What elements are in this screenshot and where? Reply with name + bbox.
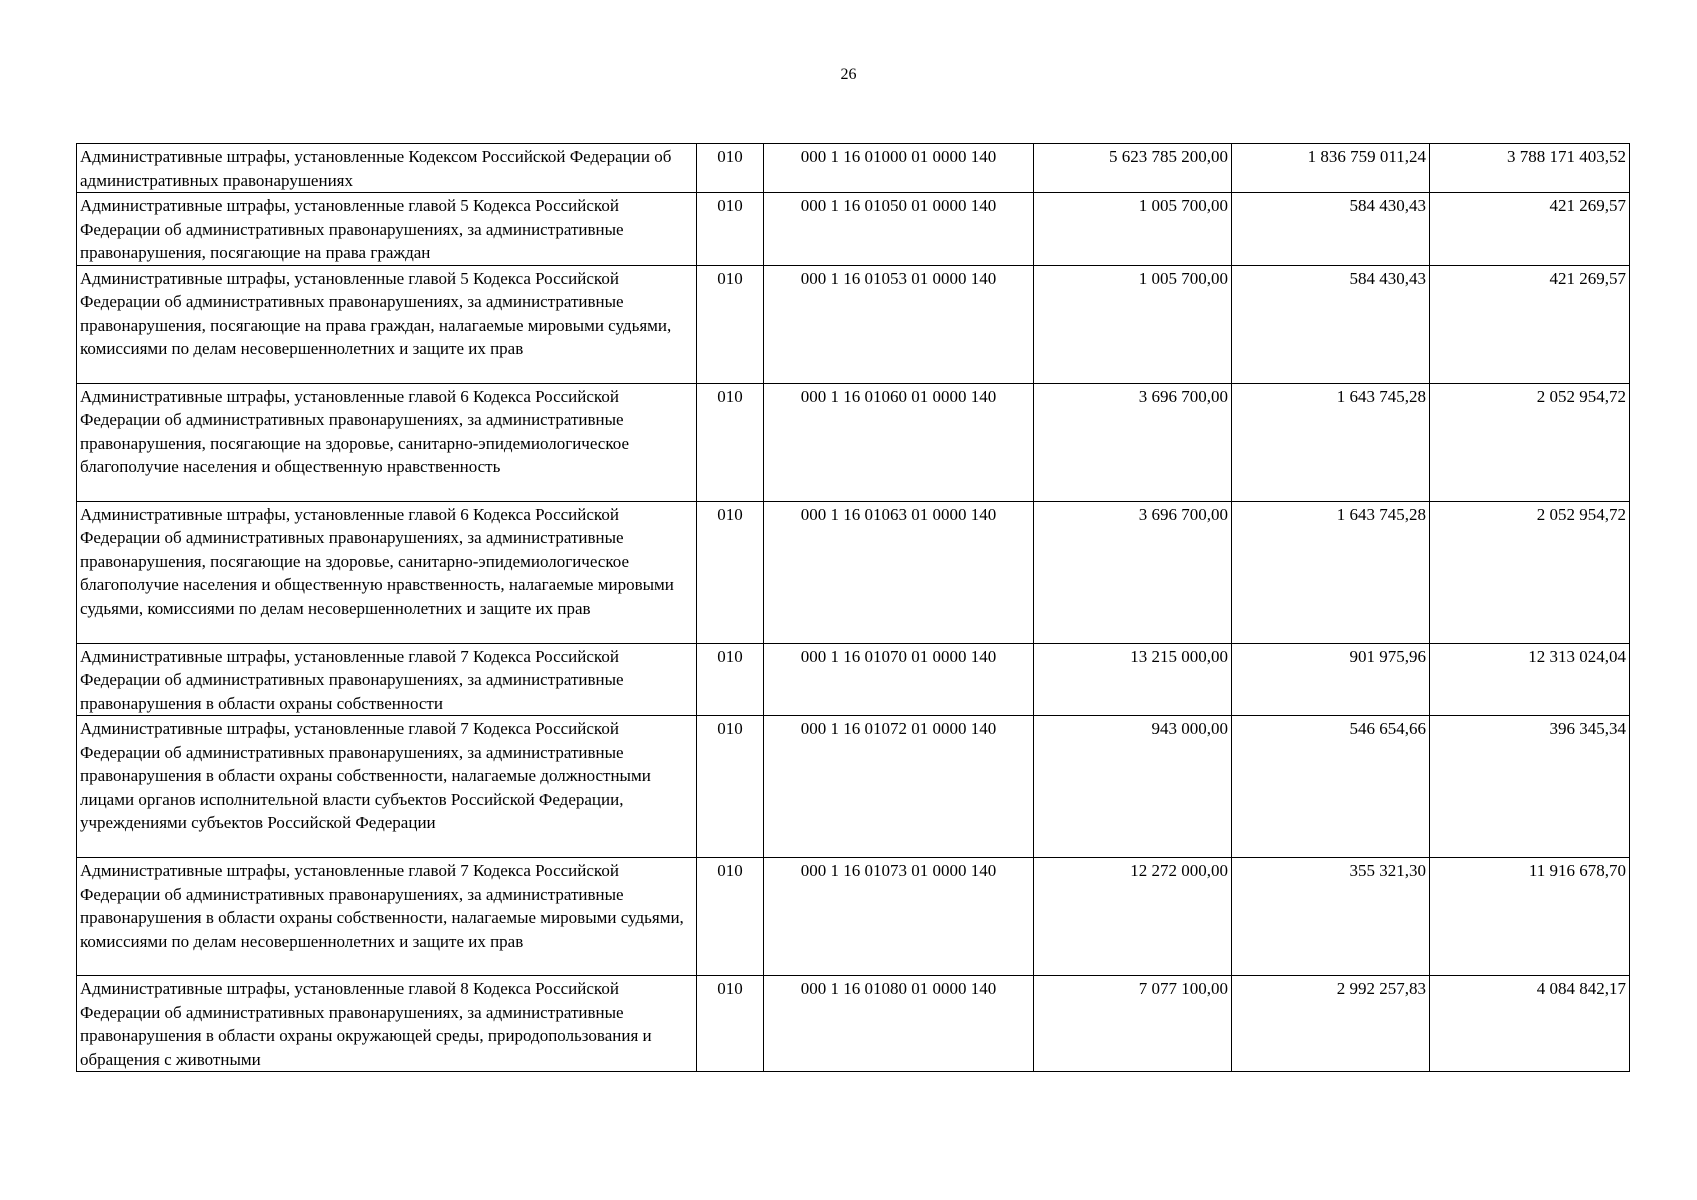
- row-approved-amount: 3 696 700,00: [1034, 383, 1232, 501]
- row-name: Административные штрафы, установленные главой 6 Кодекса Российской Федерации об административных правонарушениях, за административные правонарушения, посягающие на здоровье, санитарно-эпидемиологическое благополучие населения и общественную нравственность: [77, 383, 697, 501]
- table-row: [77, 144, 1630, 193]
- page-number: 26: [840, 66, 857, 83]
- row-approved-amount: 1 005 700,00: [1034, 265, 1232, 383]
- row-approved-amount: 7 077 100,00: [1034, 976, 1232, 1072]
- row-name: Административные штрафы, установленные главой 7 Кодекса Российской Федерации об административных правонарушениях, за административные правонарушения в области охраны собственности, налагаемые должностными лицами органов исполнительной власти субъектов Российской Федерации, учреждениями субъектов Российской Федерации: [77, 716, 697, 858]
- table-row: [77, 265, 1630, 383]
- row-executed-amount: 584 430,43: [1232, 265, 1430, 383]
- row-approved-amount: 13 215 000,00: [1034, 643, 1232, 716]
- row-budget-code: 000 1 16 01080 01 0000 140: [764, 976, 1034, 1072]
- table-row: [77, 716, 1630, 858]
- row-unexecuted-amount: 421 269,57: [1430, 265, 1630, 383]
- row-approved-amount: 1 005 700,00: [1034, 193, 1232, 266]
- row-name: Административные штрафы, установленные главой 6 Кодекса Российской Федерации об административных правонарушениях, за административные правонарушения, посягающие на здоровье, санитарно-эпидемиологическое благополучие населения и общественную нравственность, налагаемые мировыми судьями, комиссиями по делам несовершеннолетних и защите их прав: [77, 501, 697, 643]
- revenue-table: [76, 143, 1630, 1072]
- row-executed-amount: 584 430,43: [1232, 193, 1430, 266]
- row-executed-amount: 1 643 745,28: [1232, 501, 1430, 643]
- row-admin-code: 010: [697, 858, 764, 976]
- row-executed-amount: 355 321,30: [1232, 858, 1430, 976]
- row-budget-code: 000 1 16 01070 01 0000 140: [764, 643, 1034, 716]
- row-budget-code: 000 1 16 01072 01 0000 140: [764, 716, 1034, 858]
- table-row: [77, 193, 1630, 266]
- row-budget-code: 000 1 16 01053 01 0000 140: [764, 265, 1034, 383]
- row-executed-amount: 546 654,66: [1232, 716, 1430, 858]
- row-admin-code: 010: [697, 383, 764, 501]
- row-admin-code: 010: [697, 193, 764, 266]
- row-admin-code: 010: [697, 716, 764, 858]
- row-unexecuted-amount: 4 084 842,17: [1430, 976, 1630, 1072]
- row-executed-amount: 901 975,96: [1232, 643, 1430, 716]
- row-budget-code: 000 1 16 01063 01 0000 140: [764, 501, 1034, 643]
- row-unexecuted-amount: 12 313 024,04: [1430, 643, 1630, 716]
- row-unexecuted-amount: 3 788 171 403,52: [1430, 144, 1630, 193]
- row-unexecuted-amount: 421 269,57: [1430, 193, 1630, 266]
- row-approved-amount: 943 000,00: [1034, 716, 1232, 858]
- table-row: [77, 501, 1630, 643]
- row-executed-amount: 1 643 745,28: [1232, 383, 1430, 501]
- row-executed-amount: 1 836 759 011,24: [1232, 144, 1430, 193]
- row-executed-amount: 2 992 257,83: [1232, 976, 1430, 1072]
- table-row: [77, 858, 1630, 976]
- row-name: Административные штрафы, установленные главой 7 Кодекса Российской Федерации об административных правонарушениях, за административные правонарушения в области охраны собственности, налагаемые мировыми судьями, комиссиями по делам несовершеннолетних и защите их прав: [77, 858, 697, 976]
- row-admin-code: 010: [697, 144, 764, 193]
- row-unexecuted-amount: 11 916 678,70: [1430, 858, 1630, 976]
- row-unexecuted-amount: 2 052 954,72: [1430, 383, 1630, 501]
- row-unexecuted-amount: 396 345,34: [1430, 716, 1630, 858]
- table-row: [77, 643, 1630, 716]
- row-approved-amount: 12 272 000,00: [1034, 858, 1232, 976]
- row-name: Административные штрафы, установленные главой 5 Кодекса Российской Федерации об административных правонарушениях, за административные правонарушения, посягающие на права граждан: [77, 193, 697, 266]
- row-approved-amount: 3 696 700,00: [1034, 501, 1232, 643]
- row-name: Административные штрафы, установленные главой 5 Кодекса Российской Федерации об административных правонарушениях, за административные правонарушения, посягающие на права граждан, налагаемые мировыми судьями, комиссиями по делам несовершеннолетних и защите их прав: [77, 265, 697, 383]
- row-admin-code: 010: [697, 265, 764, 383]
- row-budget-code: 000 1 16 01000 01 0000 140: [764, 144, 1034, 193]
- row-admin-code: 010: [697, 976, 764, 1072]
- row-name: Административные штрафы, установленные Кодексом Российской Федерации об административных правонарушениях: [77, 144, 697, 193]
- row-unexecuted-amount: 2 052 954,72: [1430, 501, 1630, 643]
- row-admin-code: 010: [697, 501, 764, 643]
- table-row: [77, 383, 1630, 501]
- table-row: [77, 976, 1630, 1072]
- row-budget-code: 000 1 16 01073 01 0000 140: [764, 858, 1034, 976]
- row-budget-code: 000 1 16 01050 01 0000 140: [764, 193, 1034, 266]
- row-name: Административные штрафы, установленные главой 7 Кодекса Российской Федерации об административных правонарушениях, за административные правонарушения в области охраны собственности: [77, 643, 697, 716]
- row-budget-code: 000 1 16 01060 01 0000 140: [764, 383, 1034, 501]
- row-name: Административные штрафы, установленные главой 8 Кодекса Российской Федерации об административных правонарушениях, за административные правонарушения в области охраны окружающей среды, природопользования и обращения с животными: [77, 976, 697, 1072]
- row-approved-amount: 5 623 785 200,00: [1034, 144, 1232, 193]
- row-admin-code: 010: [697, 643, 764, 716]
